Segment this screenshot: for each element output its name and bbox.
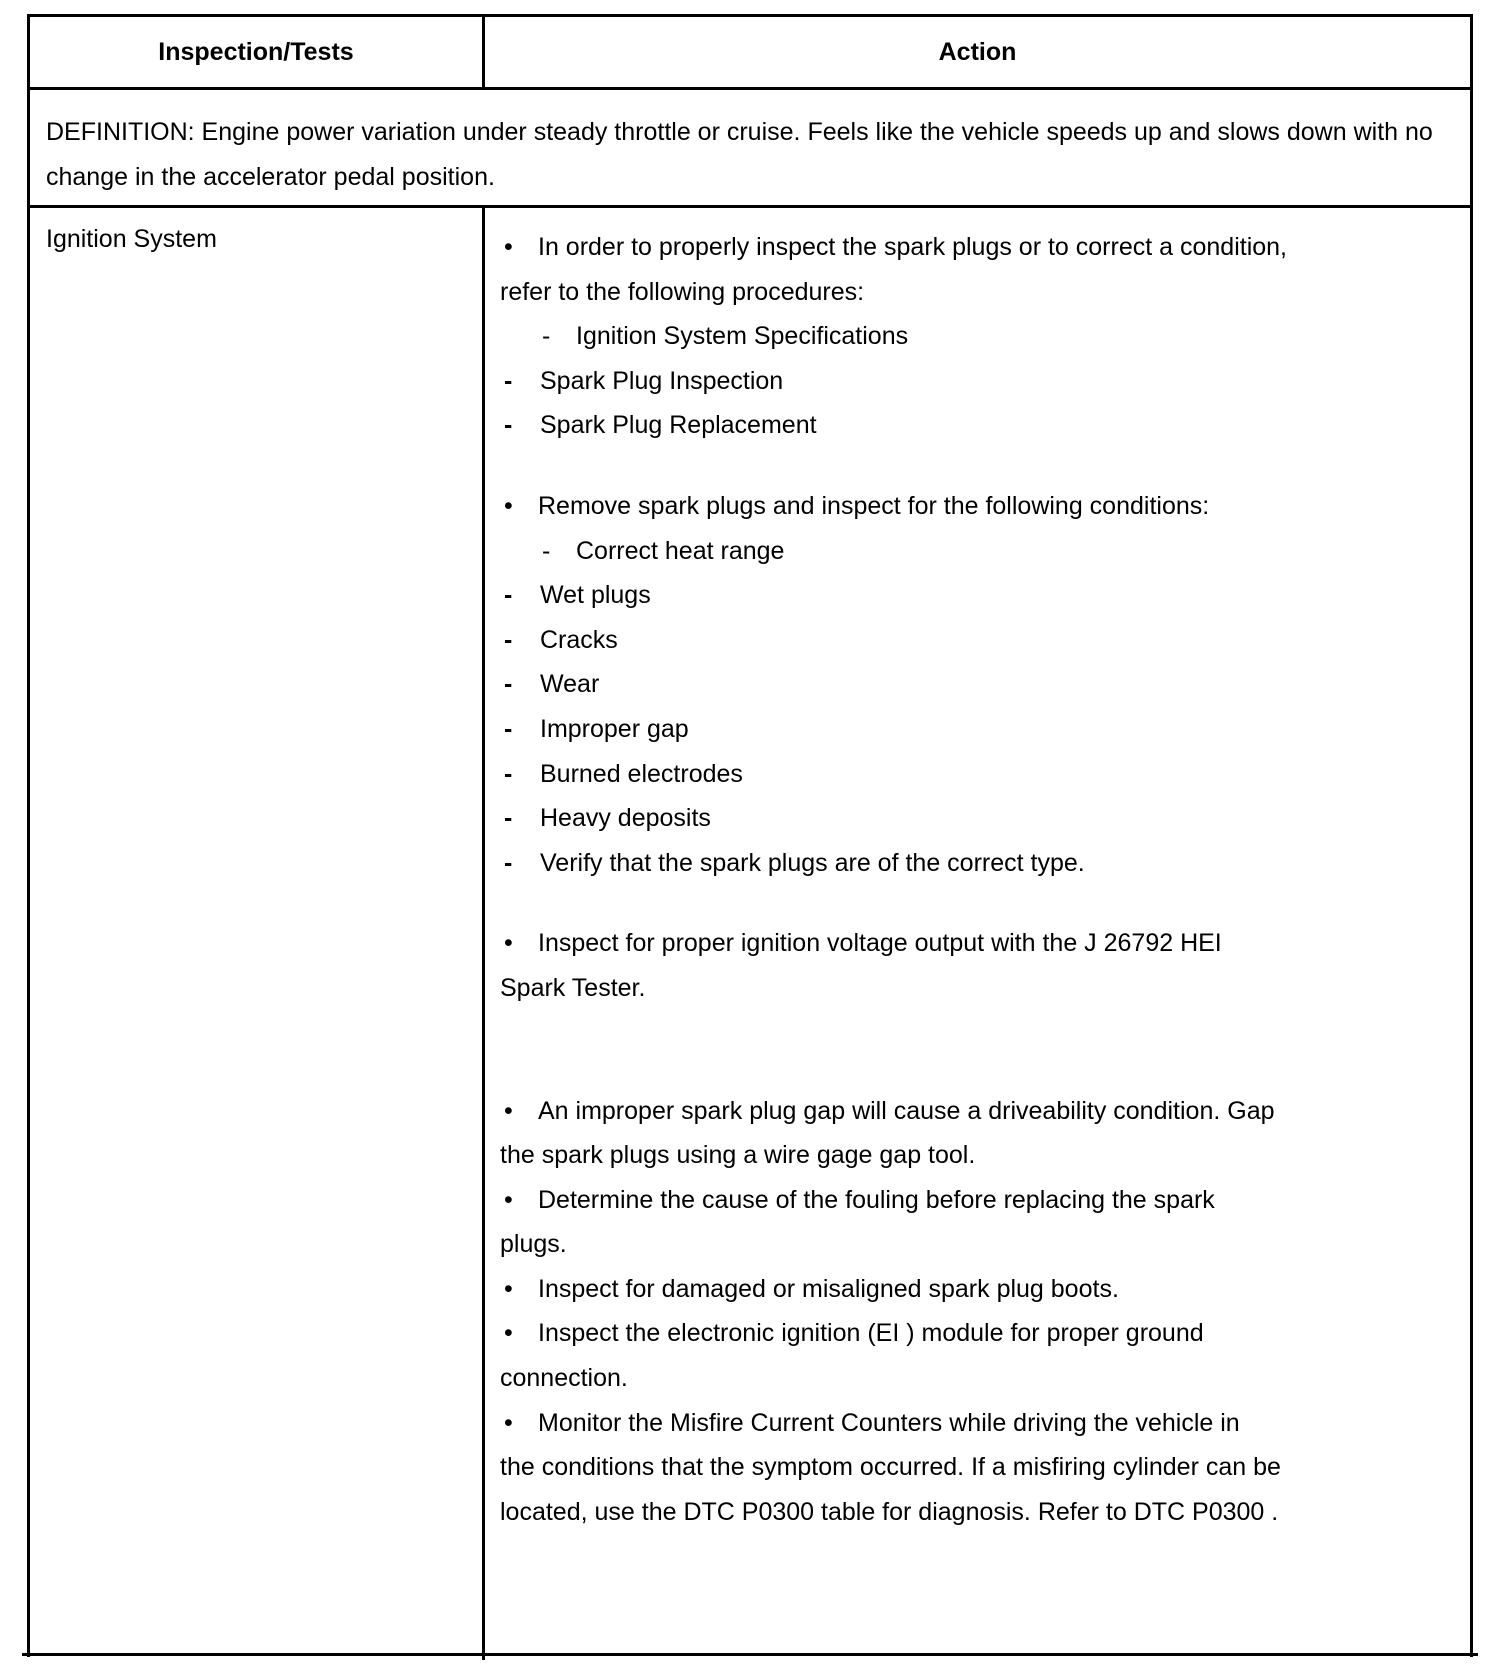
list-item-continuation: the conditions that the symptom occurred. If a misfiring cylinder can be [500, 1453, 1281, 1482]
list-item: • Remove spark plugs and inspect for the following conditions: [500, 484, 1360, 529]
diagnostic-table [27, 14, 1473, 1657]
list-item: • Inspect for proper ignition voltage output with the J 26792 HEI [500, 921, 1360, 966]
bullet-icon: • [504, 233, 513, 261]
list-item-continuation: plugs. [500, 1230, 567, 1259]
dash-icon: - [504, 625, 513, 654]
table-bottom-border [22, 1653, 1478, 1656]
table-header [30, 17, 1470, 90]
dash-icon: - [504, 848, 513, 877]
dash-icon: - [504, 804, 513, 833]
bullet-icon: • [504, 1096, 513, 1125]
sub-list-item: - Ignition System Specifications [500, 314, 1360, 359]
dash-list-item: - Burned electrodes [500, 752, 1360, 797]
dash-icon: - [542, 322, 551, 351]
dash-icon: - [504, 670, 513, 699]
list-item-continuation: refer to the following procedures: [500, 277, 865, 306]
bullet-icon: • [504, 1319, 513, 1348]
list-item-continuation: connection. [500, 1364, 628, 1393]
dash-icon: - [504, 714, 513, 743]
definition-text: DEFINITION: Engine power variation under steady throttle or cruise. Feels like the vehicle speeds up and slows down with no change in the accelerator pedal position. [46, 118, 1433, 191]
list-item-continuation: located, use the DTC P0300 table for diagnosis. Refer to DTC P0300 . [500, 1497, 1279, 1526]
column-divider [482, 208, 485, 1660]
dash-icon: - [504, 759, 513, 788]
dash-list-item: - Verify that the spark plugs are of the correct type. [500, 841, 1360, 886]
dash-list-item: - Spark Plug Inspection [500, 359, 1360, 404]
bullet-icon: • [504, 491, 513, 520]
dash-icon: - [504, 411, 513, 440]
dash-list-item: - Cracks [500, 618, 1360, 663]
dash-icon: - [504, 581, 513, 610]
dash-list-item: - Heavy deposits [500, 796, 1360, 841]
column-header-inspection: Inspection/Tests [158, 38, 354, 66]
dash-list-item: - Spark Plug Replacement [500, 403, 1360, 448]
sub-list-item: - Correct heat range [500, 529, 1360, 574]
dash-list-item: - Wet plugs [500, 573, 1360, 618]
column-header-action: Action [938, 38, 1017, 66]
list-item-continuation: the spark plugs using a wire gage gap tool. [500, 1141, 976, 1170]
action-cell [500, 225, 1360, 1534]
definition-row [30, 90, 1470, 208]
list-item: • Inspect for damaged or misaligned spark plug boots. [500, 1267, 1360, 1312]
bullet-icon: • [504, 1274, 513, 1303]
bullet-icon: • [504, 929, 513, 958]
bullet-icon: • [504, 1185, 513, 1214]
dash-list-item: - Wear [500, 662, 1360, 707]
list-item: • Inspect the electronic ignition (EI ) module for proper ground [500, 1311, 1360, 1356]
dash-list-item: - Improper gap [500, 707, 1360, 752]
list-item-continuation: Spark Tester. [500, 973, 646, 1002]
list-item: • Determine the cause of the fouling before replacing the spark [500, 1178, 1360, 1223]
inspection-cell: Ignition System [46, 225, 217, 253]
dash-icon: - [542, 536, 551, 565]
bullet-icon: • [504, 1408, 513, 1437]
dash-icon: - [504, 366, 513, 395]
list-item: • An improper spark plug gap will cause a driveability condition. Gap [500, 1089, 1360, 1134]
list-item: • Monitor the Misfire Current Counters while driving the vehicle in [500, 1401, 1360, 1446]
list-item: • In order to properly inspect the spark plugs or to correct a condition, [500, 225, 1360, 270]
